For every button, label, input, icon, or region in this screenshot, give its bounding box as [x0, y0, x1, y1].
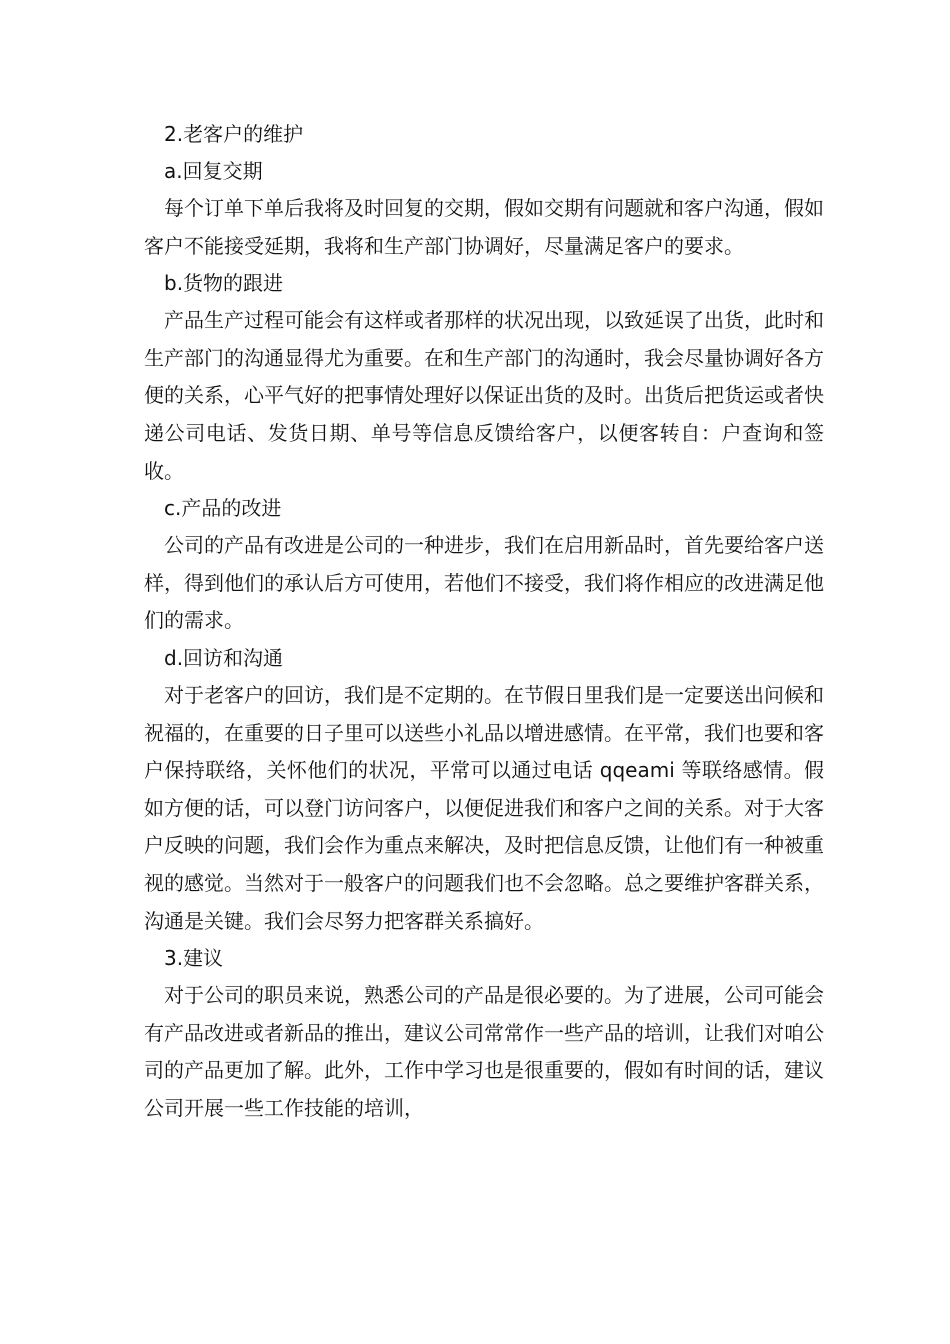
paragraph-goods-follow-up: 产品生产过程可能会有这样或者那样的状况出现，以致延误了出货，此时和生产部门的沟通显得尤为重要。在和生产部门的沟通时，我会尽量协调好各方便的关系，心平气好的把事情处理好以保证出货的及时。出货后把货运或者快递公司电话、发货日期、单号等信息反馈给客户，以便客转自：户查询和签收。 [144, 308, 824, 483]
subheading-product-improvement: c.产品的改进 [164, 496, 282, 521]
paragraph-visits-communication: 对于老客户的回访，我们是不定期的。在节假日里我们是一定要送出问候和祝福的，在重要的日子里可以送些小礼品以增进感情。在平常，我们也要和客户保持联络，关怀他们的状况，平常可以通过电话 qqeami 等联络感情。假如方便的话，可以登门访问客户，以便促进我们和客户之间的关系。对于大客户反映的问题，我们会作为重点来解决，及时把信息反馈，让他们有一种被重视的感觉。当然对于一般客户的问题我们也不会忽略。总之要维护客群关系，沟通是关键。我们会尽努力把客群关系搞好。 [144, 682, 824, 933]
paragraph-delivery-reply: 每个订单下单后我将及时回复的交期，假如交期有问题就和客户沟通，假如客户不能接受延期，我将和生产部门协调好，尽量满足客户的要求。 [144, 196, 824, 258]
subheading-goods-follow-up: b.货物的跟进 [164, 271, 284, 296]
section-heading-customer-maintenance: 2.老客户的维护 [164, 122, 304, 146]
document-body [144, 116, 824, 1127]
paragraph-suggestions: 对于公司的职员来说，熟悉公司的产品是很必要的。为了进展，公司可能会有产品改进或者新品的推出，建议公司常常作一些产品的培训，让我们对咱公司的产品更加了解。此外，工作中学习也是很重要的，假如有时间的话，建议公司开展一些工作技能的培训， [144, 983, 824, 1120]
subheading-visits-communication: d.回访和沟通 [164, 645, 284, 670]
paragraph-product-improvement: 公司的产品有改进是公司的一种进步，我们在启用新品时，首先要给客户送样，得到他们的承认后方可使用，若他们不接受，我们将作相应的改进满足他们的需求。 [144, 533, 824, 633]
subheading-delivery-reply: a.回复交期 [164, 159, 263, 183]
section-heading-suggestions: 3.建议 [164, 946, 224, 971]
